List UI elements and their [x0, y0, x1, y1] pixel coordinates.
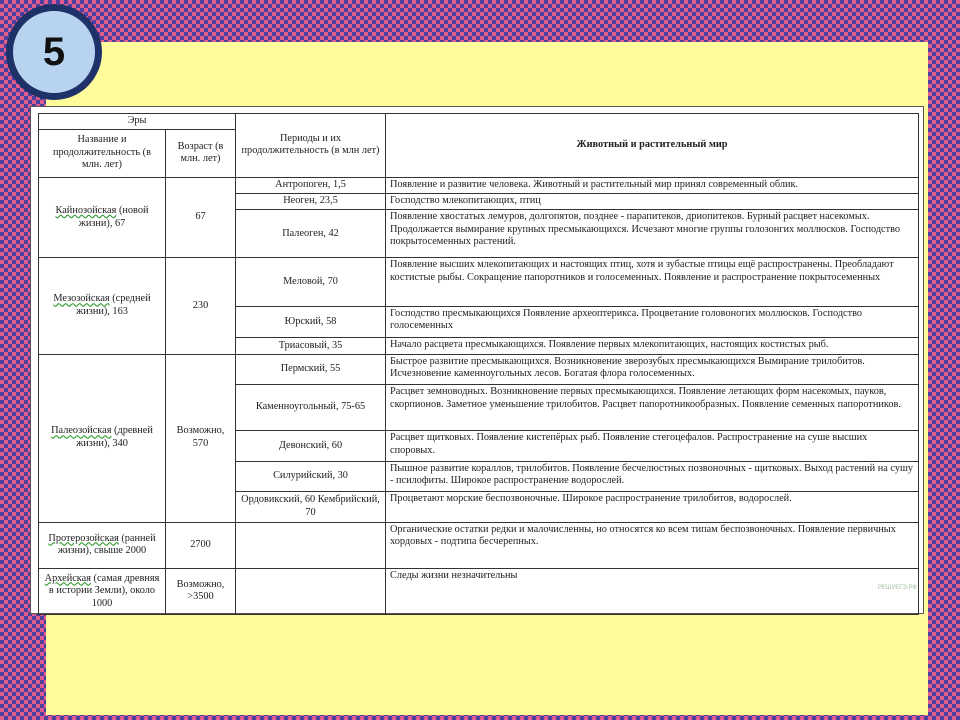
life-description-cell: Органические остатки редки и малочисленны, но относятся ко всем типам беспозвоночных. Появление первичных хордовых - подтипа бесчерепных.	[386, 522, 919, 568]
era-description: (ранней жизни), свыше 2000	[57, 532, 156, 557]
era-name-cell	[39, 522, 166, 568]
watermark: РЕШУЕГЭ.РФ	[877, 585, 917, 591]
period-cell: Ордовикский, 60 Кембрийский, 70	[236, 492, 386, 522]
era-name-cell	[39, 354, 166, 522]
era-name: Протерозойская	[48, 532, 119, 544]
table-row	[39, 354, 919, 384]
geologic-eras-table	[38, 113, 919, 615]
period-cell: Силурийский, 30	[236, 461, 386, 491]
life-description-cell: Начало расцвета пресмыкающихся. Появление первых млекопитающих, настоящих костистых рыб.	[386, 338, 919, 354]
era-description: (древней жизни), 340	[76, 425, 153, 450]
life-description-cell: Господство пресмыкающихся Появление археоптерикса. Процветание головоногих моллюсков. Господство голосеменных	[386, 306, 919, 337]
period-cell: Девонский, 60	[236, 431, 386, 461]
life-description-cell: Быстрое развитие пресмыкающихся. Возникновение зверозубых пресмыкающихся Вымирание трилобитов. Исчезновение каменноугольных лесов. Богатая флора голосеменных.	[386, 354, 919, 384]
era-name: Палеозойская	[51, 425, 112, 437]
era-age-cell: Возможно, 570	[166, 354, 236, 522]
era-age-cell: Возможно, >3500	[166, 568, 236, 614]
geologic-table-sheet	[30, 106, 924, 614]
era-name: Кайнозойская	[55, 204, 117, 216]
era-name: Архейская	[44, 572, 91, 584]
period-cell	[236, 522, 386, 568]
period-cell: Юрский, 58	[236, 306, 386, 337]
period-cell: Неоген, 23,5	[236, 193, 386, 209]
header-eras: Эры	[39, 114, 236, 130]
life-description-cell: Расцвет щитковых. Появление кистепёрых рыб. Появление стегоцефалов. Распространение на суше высших споровых.	[386, 431, 919, 461]
era-name-cell	[39, 568, 166, 614]
life-description-cell: Появление и развитие человека. Животный и растительный мир принял современный облик.	[386, 177, 919, 193]
period-cell: Меловой, 70	[236, 258, 386, 306]
era-name: Мезозойская	[53, 293, 110, 305]
header-life: Животный и растительный мир	[386, 114, 919, 178]
table-row	[39, 522, 919, 568]
era-description: (самая древняя в истории Земли), около 1000	[48, 572, 160, 609]
header-periods: Периоды и их продолжительность (в млн лет)	[236, 114, 386, 178]
table-row	[39, 258, 919, 306]
period-cell: Антропоген, 1,5	[236, 177, 386, 193]
era-name-cell	[39, 258, 166, 354]
era-description: (новой жизни), 67	[78, 204, 149, 229]
slide-number-badge	[6, 4, 102, 100]
life-description-cell: Следы жизни незначительны	[386, 568, 919, 614]
table-row	[39, 568, 919, 614]
life-description-cell: Появление хвостатых лемуров, долгопятов, позднее - парапитеков, дриопитеков. Бурный расцвет насекомых. Продолжается вымирание крупных пресмыкающихся. Исчезают многие группы голозонгих моллюсков. Господство покрытосеменных растений.	[386, 210, 919, 258]
period-cell: Пермский, 55	[236, 354, 386, 384]
life-description-cell: Появление высших млекопитающих и настоящих птиц, хотя и зубастые птицы ещё распространены. Преобладают костистые рыбы. Сокращение папоротников и голосеменных. Появление и распространение покрытосеменных	[386, 258, 919, 306]
life-description-cell: Господство млекопитающих, птиц	[386, 193, 919, 209]
header-age: Возраст (в млн. лет)	[166, 129, 236, 177]
table-row	[39, 177, 919, 193]
period-cell: Каменноугольный, 75-65	[236, 385, 386, 431]
era-name-cell	[39, 177, 166, 258]
life-description-cell: Пышное развитие кораллов, трилобитов. Появление бесчелюстных позвоночных - щитковых. Выход растений на сушу - псилофиты. Широкое распространение водорослей.	[386, 461, 919, 491]
header-era-name: Название и продолжительность (в млн. лет)	[39, 129, 166, 177]
era-age-cell: 67	[166, 177, 236, 258]
slide-number: 5	[42, 29, 66, 74]
life-description-cell: Процветают морские беспозвоночные. Широкое распространение трилобитов, водорослей.	[386, 492, 919, 522]
period-cell	[236, 568, 386, 614]
period-cell: Палеоген, 42	[236, 210, 386, 258]
period-cell: Триасовый, 35	[236, 338, 386, 354]
era-age-cell: 2700	[166, 522, 236, 568]
life-description-cell: Расцвет земноводных. Возникновение первых пресмыкающихся. Появление летающих форм насекомых, пауков, скорпионов. Заметное уменьшение трилобитов. Расцвет папоротникообразных. Появление семенных папоротников.	[386, 385, 919, 431]
era-age-cell: 230	[166, 258, 236, 354]
era-description: (средней жизни), 163	[76, 293, 151, 318]
